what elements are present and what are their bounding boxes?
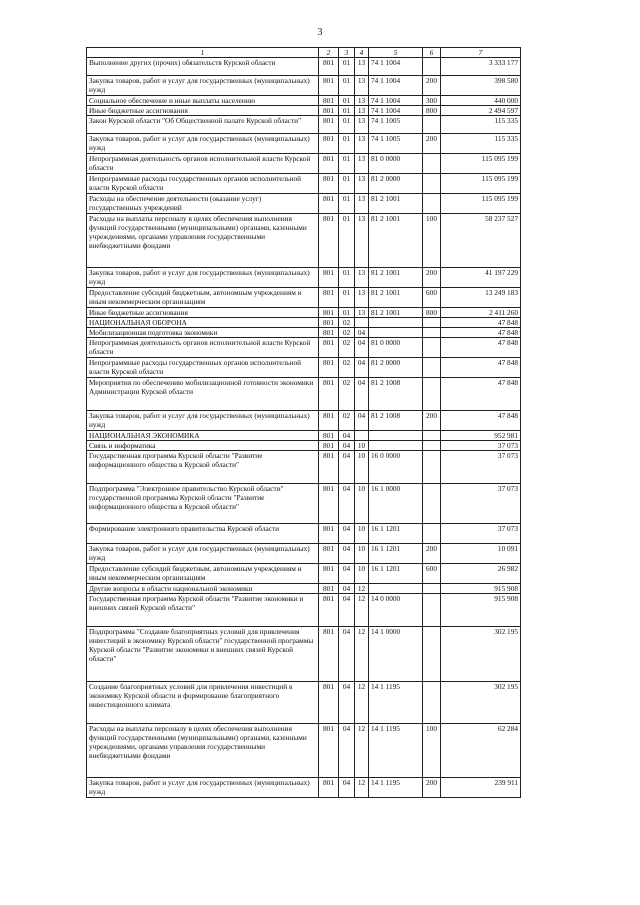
row-subsection: 04: [355, 338, 369, 358]
page-number: 3: [317, 27, 323, 38]
row-name: Закупка товаров, работ и услуг для государственных (муниципальных) нужд: [87, 411, 319, 431]
row-subsection: 13: [355, 154, 369, 174]
row-ved: 801: [319, 584, 339, 594]
row-target-article: [369, 584, 423, 594]
row-name: Расходы на выплаты персоналу в целях обеспечения выполнения функций государственными (муниципальными) органами, казенными учреждениями, органами управления государственными внебюджетными фондами: [87, 724, 319, 778]
row-name: Закупка товаров, работ и услуг для государственных (муниципальных) нужд: [87, 778, 319, 798]
row-expense-type: [423, 116, 441, 134]
row-expense-type: 200: [423, 134, 441, 154]
row-name: Мероприятия по обеспечению мобилизационной готовности экономики Администрации Курской области: [87, 378, 319, 411]
row-expense-type: 200: [423, 76, 441, 96]
row-subsection: 10: [355, 564, 369, 584]
row-target-article: 81 2 1001: [369, 194, 423, 214]
row-amount: 62 284: [441, 724, 521, 778]
table-row: [87, 76, 521, 96]
table-row: [87, 441, 521, 451]
table-row: [87, 594, 521, 627]
table-row: [87, 58, 521, 76]
row-ved: 801: [319, 441, 339, 451]
row-subsection: 12: [355, 627, 369, 682]
row-amount: 302 195: [441, 682, 521, 724]
row-target-article: 81 2 0000: [369, 174, 423, 194]
row-amount: 915 908: [441, 594, 521, 627]
table-row: [87, 288, 521, 308]
row-section: 02: [339, 338, 355, 358]
column-number-row: [87, 48, 521, 58]
row-ved: 801: [319, 358, 339, 378]
table-row: [87, 134, 521, 154]
row-expense-type: [423, 627, 441, 682]
row-ved: 801: [319, 328, 339, 338]
row-subsection: 13: [355, 134, 369, 154]
row-section: 04: [339, 431, 355, 441]
row-target-article: 81 2 1001: [369, 268, 423, 288]
row-target-article: 81 2 1008: [369, 378, 423, 411]
row-name: Закупка товаров, работ и услуг для государственных (муниципальных) нужд: [87, 268, 319, 288]
row-amount: 37 073: [441, 451, 521, 484]
table-row: [87, 431, 521, 441]
row-target-article: [369, 328, 423, 338]
row-ved: 801: [319, 724, 339, 778]
row-target-article: 16 1 0000: [369, 484, 423, 524]
row-ved: 801: [319, 174, 339, 194]
row-amount: 10 091: [441, 544, 521, 564]
row-name: НАЦИОНАЛЬНАЯ ОБОРОНА: [87, 318, 319, 328]
row-expense-type: 800: [423, 308, 441, 318]
row-expense-type: 600: [423, 288, 441, 308]
row-name: Мобилизационная подготовка экономики: [87, 328, 319, 338]
row-section: 01: [339, 76, 355, 96]
row-ved: 801: [319, 778, 339, 798]
row-name: Предоставление субсидий бюджетным, автономным учреждениям и иным некоммерческим организациям: [87, 564, 319, 584]
row-section: 04: [339, 544, 355, 564]
row-subsection: 13: [355, 116, 369, 134]
row-section: 01: [339, 214, 355, 268]
row-expense-type: [423, 451, 441, 484]
row-section: 02: [339, 378, 355, 411]
row-ved: 801: [319, 378, 339, 411]
row-target-article: 14 1 1195: [369, 682, 423, 724]
row-name: Социальное обеспечение и иные выплаты населению: [87, 96, 319, 106]
table-body: [87, 58, 521, 798]
row-expense-type: [423, 378, 441, 411]
table-row: [87, 268, 521, 288]
row-subsection: 12: [355, 682, 369, 724]
row-name: Государственная программа Курской области "Развитие информационного общества в Курской области": [87, 451, 319, 484]
row-section: 01: [339, 174, 355, 194]
table-row: [87, 584, 521, 594]
row-ved: 801: [319, 58, 339, 76]
row-name: Закупка товаров, работ и услуг для государственных (муниципальных) нужд: [87, 76, 319, 96]
row-amount: 47 848: [441, 338, 521, 358]
row-expense-type: 100: [423, 724, 441, 778]
row-name: Непрограммная деятельность органов исполнительной власти Курской области: [87, 338, 319, 358]
row-ved: 801: [319, 338, 339, 358]
row-section: 01: [339, 288, 355, 308]
table-row: [87, 154, 521, 174]
table-row: [87, 174, 521, 194]
table-row: [87, 358, 521, 378]
row-ved: 801: [319, 288, 339, 308]
row-expense-type: 200: [423, 268, 441, 288]
row-amount: 915 908: [441, 584, 521, 594]
row-amount: 2 411 260: [441, 308, 521, 318]
table-row: [87, 338, 521, 358]
row-expense-type: 200: [423, 411, 441, 431]
table-row: [87, 724, 521, 778]
header-section: 3: [339, 48, 355, 58]
row-expense-type: [423, 174, 441, 194]
table-row: [87, 328, 521, 338]
row-section: 02: [339, 411, 355, 431]
row-amount: 47 848: [441, 318, 521, 328]
row-amount: 47 848: [441, 411, 521, 431]
row-expense-type: [423, 594, 441, 627]
row-subsection: 13: [355, 58, 369, 76]
row-ved: 801: [319, 76, 339, 96]
row-name: Предоставление субсидий бюджетным, автономным учреждениям и иным некоммерческим организациям: [87, 288, 319, 308]
row-expense-type: [423, 194, 441, 214]
row-section: 01: [339, 134, 355, 154]
row-subsection: 10: [355, 441, 369, 451]
table-row: [87, 318, 521, 328]
row-ved: 801: [319, 524, 339, 544]
row-ved: 801: [319, 544, 339, 564]
row-section: 04: [339, 484, 355, 524]
row-subsection: 13: [355, 288, 369, 308]
row-name: НАЦИОНАЛЬНАЯ ЭКОНОМИКА: [87, 431, 319, 441]
row-amount: 47 848: [441, 358, 521, 378]
header-subsection: 4: [355, 48, 369, 58]
row-target-article: 81 2 1001: [369, 308, 423, 318]
row-amount: 398 580: [441, 76, 521, 96]
row-amount: 2 494 597: [441, 106, 521, 116]
row-target-article: 14 1 1195: [369, 724, 423, 778]
row-section: 04: [339, 441, 355, 451]
table-row: [87, 484, 521, 524]
row-section: 02: [339, 328, 355, 338]
row-section: 02: [339, 358, 355, 378]
row-subsection: 13: [355, 214, 369, 268]
row-section: 01: [339, 106, 355, 116]
table-row: [87, 778, 521, 798]
row-expense-type: 600: [423, 564, 441, 584]
row-expense-type: 100: [423, 214, 441, 268]
row-subsection: [355, 318, 369, 328]
row-name: Иные бюджетные ассигнования: [87, 106, 319, 116]
row-amount: 115 335: [441, 134, 521, 154]
table-row: [87, 451, 521, 484]
row-expense-type: [423, 682, 441, 724]
row-subsection: 04: [355, 378, 369, 411]
row-name: Закон Курской области "Об Общественной палате Курской области": [87, 116, 319, 134]
row-expense-type: [423, 484, 441, 524]
row-expense-type: [423, 431, 441, 441]
row-amount: 37 073: [441, 484, 521, 524]
row-ved: 801: [319, 106, 339, 116]
row-target-article: 16 1 1201: [369, 524, 423, 544]
row-amount: 115 095 199: [441, 174, 521, 194]
row-expense-type: [423, 524, 441, 544]
table-row: [87, 378, 521, 411]
row-subsection: 10: [355, 544, 369, 564]
row-subsection: [355, 431, 369, 441]
row-amount: 440 000: [441, 96, 521, 106]
row-ved: 801: [319, 682, 339, 724]
table-row: [87, 214, 521, 268]
row-section: 04: [339, 594, 355, 627]
row-target-article: 74 1 1004: [369, 76, 423, 96]
table-row: [87, 308, 521, 318]
budget-table: [86, 47, 521, 798]
row-target-article: 74 1 1004: [369, 106, 423, 116]
row-section: 01: [339, 96, 355, 106]
row-expense-type: 200: [423, 544, 441, 564]
row-target-article: 81 0 0000: [369, 154, 423, 174]
row-ved: 801: [319, 431, 339, 441]
row-name: Закупка товаров, работ и услуг для государственных (муниципальных) нужд: [87, 134, 319, 154]
row-section: 01: [339, 308, 355, 318]
row-ved: 801: [319, 194, 339, 214]
row-target-article: 14 0 0000: [369, 594, 423, 627]
header-name: 1: [87, 48, 319, 58]
row-amount: 58 237 527: [441, 214, 521, 268]
row-ved: 801: [319, 116, 339, 134]
row-section: 04: [339, 524, 355, 544]
row-target-article: 81 0 0000: [369, 338, 423, 358]
row-amount: 115 095 199: [441, 194, 521, 214]
row-name: Выполнение других (прочих) обязательств Курской области: [87, 58, 319, 76]
row-name: Закупка товаров, работ и услуг для государственных (муниципальных) нужд: [87, 544, 319, 564]
row-section: 01: [339, 116, 355, 134]
row-amount: 26 982: [441, 564, 521, 584]
table-row: [87, 116, 521, 134]
row-section: 04: [339, 778, 355, 798]
row-name: Непрограммные расходы государственных органов исполнительной власти Курской области: [87, 358, 319, 378]
row-subsection: 04: [355, 411, 369, 431]
row-ved: 801: [319, 318, 339, 328]
row-expense-type: [423, 358, 441, 378]
row-target-article: 81 2 1001: [369, 288, 423, 308]
row-ved: 801: [319, 594, 339, 627]
row-section: 01: [339, 154, 355, 174]
row-expense-type: [423, 154, 441, 174]
row-name: Иные бюджетные ассигнования: [87, 308, 319, 318]
row-target-article: [369, 441, 423, 451]
row-expense-type: [423, 328, 441, 338]
row-section: 01: [339, 268, 355, 288]
row-target-article: 16 1 1201: [369, 564, 423, 584]
row-ved: 801: [319, 268, 339, 288]
row-target-article: [369, 318, 423, 328]
table-row: [87, 194, 521, 214]
row-expense-type: 200: [423, 778, 441, 798]
row-section: 04: [339, 682, 355, 724]
row-section: 04: [339, 724, 355, 778]
row-amount: 47 848: [441, 378, 521, 411]
row-subsection: 10: [355, 451, 369, 484]
row-target-article: 16 1 1201: [369, 544, 423, 564]
row-section: 01: [339, 194, 355, 214]
row-amount: 115 335: [441, 116, 521, 134]
row-ved: 801: [319, 96, 339, 106]
row-amount: 41 197 229: [441, 268, 521, 288]
row-subsection: 13: [355, 76, 369, 96]
row-expense-type: 800: [423, 106, 441, 116]
row-ved: 801: [319, 154, 339, 174]
row-target-article: 14 1 0000: [369, 627, 423, 682]
row-target-article: 14 1 1195: [369, 778, 423, 798]
row-subsection: 04: [355, 328, 369, 338]
row-amount: 952 981: [441, 431, 521, 441]
row-subsection: 13: [355, 96, 369, 106]
row-ved: 801: [319, 564, 339, 584]
row-ved: 801: [319, 134, 339, 154]
row-target-article: 74 1 1005: [369, 134, 423, 154]
row-amount: 302 195: [441, 627, 521, 682]
row-subsection: 12: [355, 724, 369, 778]
table-row: [87, 524, 521, 544]
row-target-article: 81 2 1008: [369, 411, 423, 431]
row-subsection: 12: [355, 584, 369, 594]
row-name: Непрограммная деятельность органов исполнительной власти Курской области: [87, 154, 319, 174]
row-subsection: 12: [355, 778, 369, 798]
header-amount: 7: [441, 48, 521, 58]
row-subsection: 13: [355, 268, 369, 288]
row-target-article: 16 0 0000: [369, 451, 423, 484]
row-target-article: 81 2 1001: [369, 214, 423, 268]
row-ved: 801: [319, 308, 339, 318]
row-target-article: 74 1 1005: [369, 116, 423, 134]
row-amount: 47 848: [441, 328, 521, 338]
row-subsection: 10: [355, 524, 369, 544]
table-row: [87, 106, 521, 116]
table-row: [87, 544, 521, 564]
row-name: Создание благоприятных условий для привлечения инвестиций в экономику Курской области и формирование благоприятного инвестиционного климата: [87, 682, 319, 724]
row-ved: 801: [319, 411, 339, 431]
row-name: Связь и информатика: [87, 441, 319, 451]
row-subsection: 04: [355, 358, 369, 378]
row-ved: 801: [319, 214, 339, 268]
header-target-article: 5: [369, 48, 423, 58]
row-expense-type: [423, 58, 441, 76]
row-name: Подпрограмма "Создание благоприятных условий для привлечения инвестиций в экономику Курской области" государственной программы Курской области "Развитие экономики и внешних связей Курской области": [87, 627, 319, 682]
row-name: Расходы на выплаты персоналу в целях обеспечения выполнения функций государственными (муниципальными) органами, казенными учреждениями, органами управления государственными внебюджетными фондами: [87, 214, 319, 268]
header-expense-type: 6: [423, 48, 441, 58]
row-target-article: 74 1 1004: [369, 96, 423, 106]
row-section: 04: [339, 627, 355, 682]
row-expense-type: [423, 318, 441, 328]
row-name: Другие вопросы в области национальной экономики: [87, 584, 319, 594]
row-subsection: 13: [355, 106, 369, 116]
row-name: Подпрограмма "Электронное правительство Курской области" государственной программы Курской области "Развитие информационного общества в Курской области": [87, 484, 319, 524]
row-amount: 37 073: [441, 524, 521, 544]
row-target-article: 74 1 1004: [369, 58, 423, 76]
row-subsection: 13: [355, 194, 369, 214]
row-expense-type: [423, 338, 441, 358]
row-name: Расходы на обеспечение деятельности (оказание услуг) государственных учреждений: [87, 194, 319, 214]
row-subsection: 10: [355, 484, 369, 524]
row-section: 01: [339, 58, 355, 76]
row-amount: 239 911: [441, 778, 521, 798]
row-section: 04: [339, 564, 355, 584]
row-expense-type: [423, 441, 441, 451]
row-subsection: 13: [355, 174, 369, 194]
row-section: 02: [339, 318, 355, 328]
row-section: 04: [339, 584, 355, 594]
row-amount: 37 073: [441, 441, 521, 451]
row-name: Формирование электронного правительства Курской области: [87, 524, 319, 544]
row-ved: 801: [319, 451, 339, 484]
row-name: Государственная программа Курской области "Развитие экономики и внешних связей Курской области": [87, 594, 319, 627]
row-ved: 801: [319, 627, 339, 682]
table-row: [87, 96, 521, 106]
table-row: [87, 564, 521, 584]
row-ved: 801: [319, 484, 339, 524]
row-subsection: 12: [355, 594, 369, 627]
row-section: 04: [339, 451, 355, 484]
row-target-article: [369, 431, 423, 441]
row-amount: 13 249 183: [441, 288, 521, 308]
row-amount: 3 333 177: [441, 58, 521, 76]
header-ved: 2: [319, 48, 339, 58]
row-target-article: 81 2 0000: [369, 358, 423, 378]
row-amount: 115 095 199: [441, 154, 521, 174]
table-row: [87, 682, 521, 724]
row-expense-type: 300: [423, 96, 441, 106]
row-name: Непрограммные расходы государственных органов исполнительной власти Курской области: [87, 174, 319, 194]
table-row: [87, 627, 521, 682]
row-subsection: 13: [355, 308, 369, 318]
row-expense-type: [423, 584, 441, 594]
table-row: [87, 411, 521, 431]
